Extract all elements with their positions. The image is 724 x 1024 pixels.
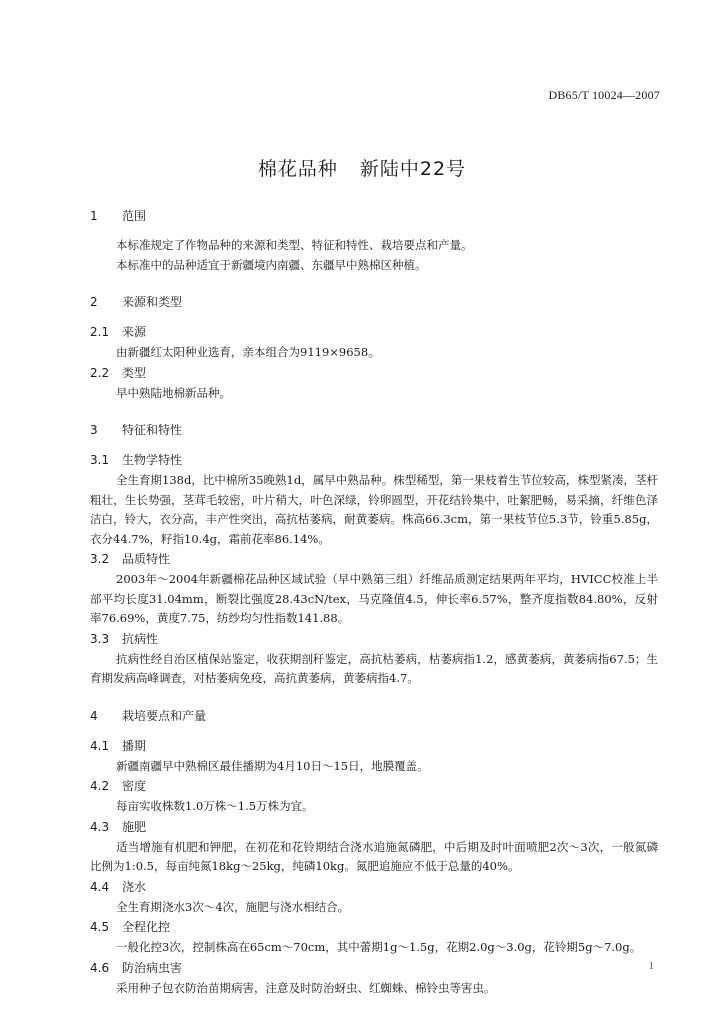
page-number: 1 [648,960,654,972]
section-3-3-para: 抗病性经自治区植保站鉴定，收获期剖秆鉴定，高抗枯萎病，枯萎病指1.2，感黄萎病，黄萎病指67.5；生育期发病高峰调查，对枯萎病免疫，高抗黄萎病，黄萎病指4.7。 [90,651,658,685]
section-1-para-2: 本标准中的品种适宜于新疆境内南疆、东疆早中熟棉区种植。 [116,257,427,272]
section-3-2-para: 2003年～2004年新疆棉花品种区域试验（早中熟第三组）纤维品质测定结果两年平均，HVICC校准上半部平均长度31.04mm，断裂比强度28.43cN/tex，马克隆值4.5，伸长率6.57%，整齐度指数84.80%，反射率76.69%，黄度7.75，纺纱均匀性指数141.88。 [90,572,658,625]
section-4-3-para: 适当增施有机肥和钾肥，在初花和花铃期结合浇水追施氮磷肥，中后期及时叶面喷肥2次～3次，一般氮磷比例为1:0.5，每亩纯氮18kg～25kg，纯磷10kg。氮肥追施应不低于总量的40%。 [90,839,658,873]
section-3-3-heading: 3.3 抗病性 [90,631,159,646]
section-1-para-1: 本标准规定了作物品种的来源和类型、特征和特性、栽培要点和产量。 [116,238,473,252]
section-4-5-para: 一般化控3次，控制株高在65cm～70cm，其中蕾期1g～1.5g，花期2.0g～3.0g，花铃期5g～7.0g。 [116,940,642,954]
section-3-heading: 3 特征和特性 [90,423,183,437]
section-4-6-para: 采用种子包衣防治苗期病害，注意及时防治蚜虫、红蜘蛛、棉铃虫等害虫。 [116,980,496,995]
section-2-heading: 2 来源和类型 [90,295,183,309]
section-3-1-para: 全生育期138d，比中棉所35晚熟1d，属早中熟品种。株型稀型，第一果枝着生节位较高，株型紧凑，茎杆粗壮，生长势强，茎茸毛较密，叶片稍大，叶色深绿，铃卵圆型，开花结铃集中，吐絮肥畅，易采摘，纤维色泽洁白，铃大，衣分高，丰产性突出，高抗枯萎病，耐黄萎病。株高66.3cm，第一果枝节位5.3节，铃重5.85g，衣分44.7%，籽指10.4g，霜前花率86.14%。 [90,473,658,546]
section-4-2-heading: 4.2 密度 [90,779,147,793]
section-2-1-heading: 2.1 来源 [90,325,147,339]
section-4-heading: 4 栽培要点和产量 [90,708,207,723]
section-2-1-para: 由新疆红太阳种业选育，亲本组合为9119×9658。 [116,345,380,359]
section-4-4-para: 全生育期浇水3次～4次，施肥与浇水相结合。 [116,899,350,914]
section-4-2-para: 每亩实收株数1.0万株～1.5万株为宜。 [116,799,314,813]
section-2-2-heading: 2.2 类型 [90,365,147,380]
section-4-3-heading: 4.3 施肥 [90,819,147,834]
document-body [90,206,658,998]
section-3-2-heading: 3.2 品质特性 [90,552,171,566]
document-title [0,154,724,181]
title-part1: 棉花品种 [257,158,338,180]
section-4-4-heading: 4.4 浇水 [90,879,147,894]
section-2-2-para: 早中熟陆地棉新品种。 [116,385,231,400]
section-1-heading: 1 范围 [90,209,147,223]
section-3-1-heading: 3.1 生物学特性 [90,453,183,467]
section-4-6-heading: 4.6 防治病虫害 [90,960,183,975]
title-part2: 新陆中22号 [359,158,467,180]
standard-code: DB65/T 10024—2007 [548,88,660,102]
section-4-1-heading: 4.1 播期 [90,738,147,753]
section-4-1-para: 新疆南疆早中熟棉区最佳播期为4月10日～15日，地膜覆盖。 [116,758,429,773]
section-4-5-heading: 4.5 全程化控 [90,920,171,934]
